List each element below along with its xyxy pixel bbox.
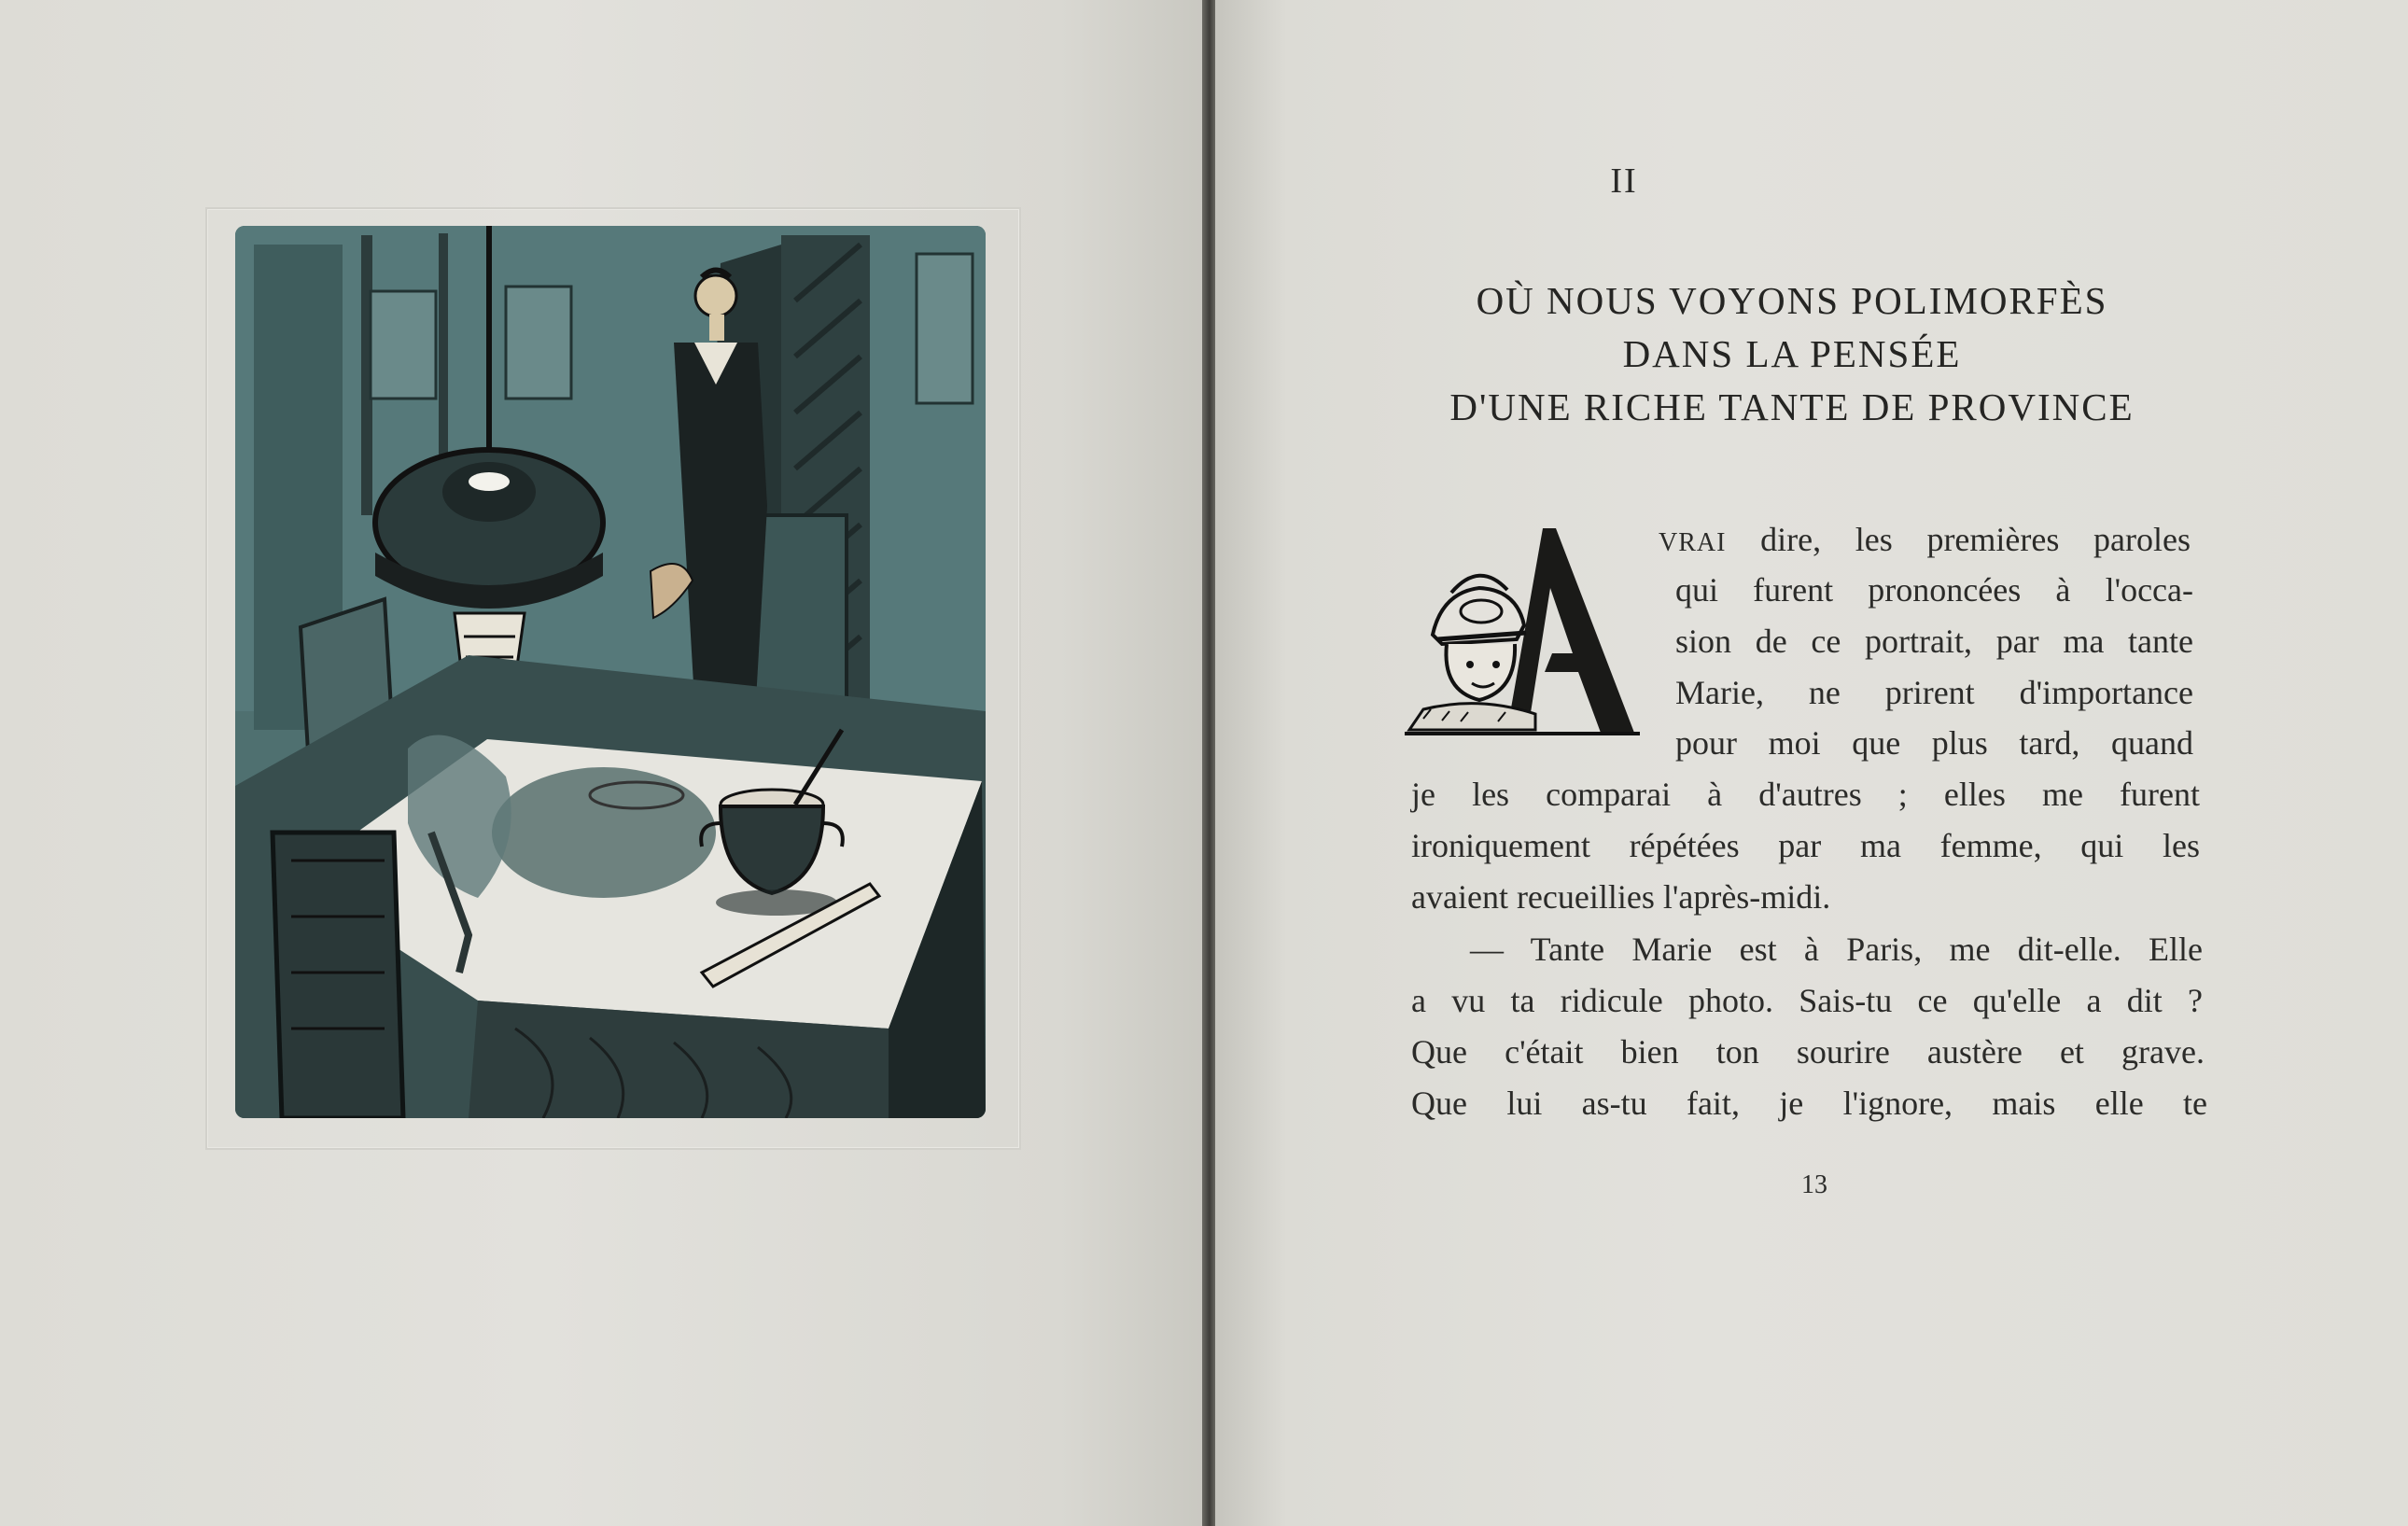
text-line: pour moi que plus tard, quand [1675,724,2193,762]
text-line: sion de ce portrait, par ma tante [1675,623,2193,660]
text-line-first [1659,514,2191,565]
chapter-title [1381,274,2203,434]
text-line: avaient recueillies l'après-midi. [1411,878,1831,916]
page-number: 13 [1801,1170,1827,1199]
text-line: Marie, ne prirent d'importance [1675,674,2193,711]
text-line: a vu ta ridicule photo. Sais-tu ce qu'elle a dit ? [1411,982,2203,1019]
first-line-rest: dire, les premières paroles [1726,521,2191,558]
text-line: Que lui as-tu fait, je l'ignore, mais elle te [1411,1085,2207,1122]
text-line: — Tante Marie est à Paris, me dit-elle. Elle [1470,931,2203,968]
small-caps-word: VRAI [1659,528,1727,557]
text-line: Que c'était bien ton sourire austère et grave. [1411,1033,2205,1071]
text-line: qui furent prononcées à l'occa- [1675,571,2193,609]
chapter-title-line: OÙ NOUS VOYONS POLIMORFÈS [1476,279,2108,322]
text-line: ironiquement répétées par ma femme, qui les [1411,827,2200,864]
chapter-title-line: D'UNE RICHE TANTE DE PROVINCE [1449,385,2135,428]
chapter-title-line: DANS LA PENSÉE [1622,332,1962,375]
lamp-interior-illustration-icon [235,226,986,1118]
old-woman-drop-cap-icon [1405,523,1640,739]
text-line: je les comparai à d'autres ; elles me furent [1411,776,2200,813]
chapter-number: II [1610,161,1638,201]
